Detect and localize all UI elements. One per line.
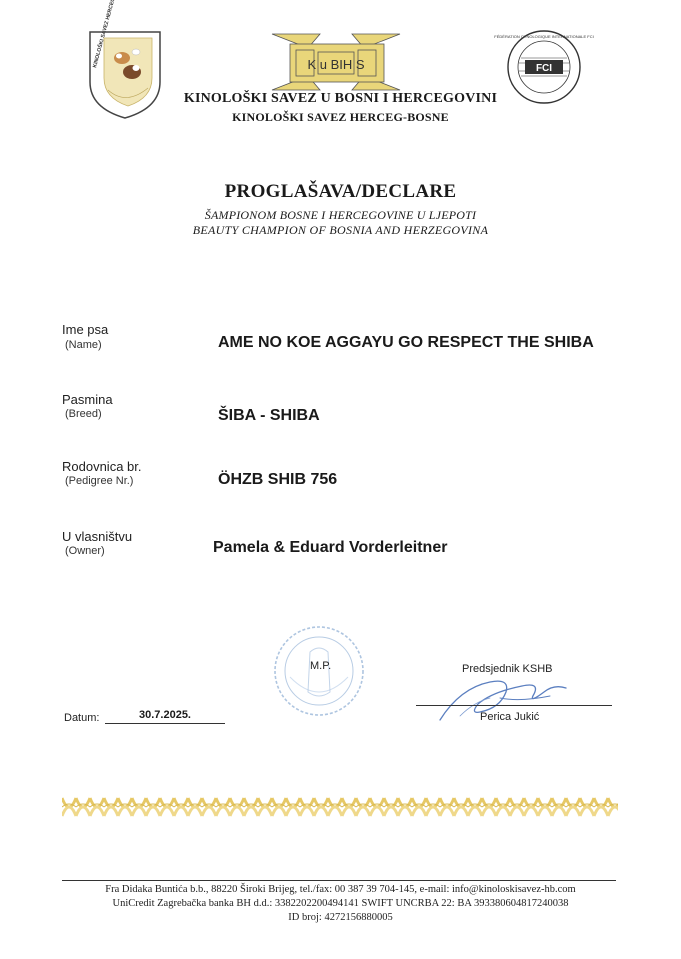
date-label: Datum: (64, 712, 100, 724)
owner-label: U vlasništvu (62, 529, 133, 544)
certificate-subtitle-english: BEAUTY CHAMPION OF BOSNIA AND HERZEGOVINA (192, 223, 489, 237)
footer-id: ID broj: 4272156880005 (288, 912, 393, 923)
footer-divider (62, 880, 616, 881)
name-label-english: (Name) (65, 339, 102, 351)
pedigree-label: Rodovnica br. (62, 459, 142, 474)
president-title: Predsjednik KSHB (462, 663, 553, 675)
pedigree-label-english: (Pedigree Nr.) (65, 475, 134, 487)
breed-label-english: (Breed) (65, 408, 102, 420)
decorative-rope-border (62, 790, 618, 824)
footer-bank: UniCredit Zagrebačka banka BH d.d.: 3382202200494141 SWIFT UNCRBA 22: BA 393380604817240038 (112, 898, 569, 909)
name-label: Ime psa (62, 322, 109, 337)
certificate-title: PROGLAŠAVA/DECLARE (224, 181, 457, 202)
pedigree-value: ÖHZB SHIB 756 (218, 471, 338, 488)
kubih-logo (268, 30, 404, 94)
certificate-subtitle-local: ŠAMPIONOM BOSNE I HERCEGOVINE U LJEPOTI (204, 208, 477, 222)
svg-text:FCI: FCI (535, 63, 553, 74)
logo-right-text: FÉDÉRATION CYNOLOGIQUE INTERNATIONALE FCI (494, 34, 594, 39)
logo-center-text: K u BIH S (307, 57, 365, 72)
signature-line (416, 705, 612, 706)
owner-value: Pamela & Eduard Vorderleitner (213, 539, 448, 556)
breed-label: Pasmina (62, 392, 113, 407)
footer-address: Fra Didaka Buntića b.b., 88220 Široki Brijeg, tel./fax: 00 387 39 704-145, e-mail: info@kinoloskisavez-hb.com (105, 884, 576, 895)
owner-label-english: (Owner) (65, 545, 105, 557)
stamp-label: M.P. (310, 660, 332, 672)
organization-name: KINOLOŠKI SAVEZ U BOSNI I HERCEGOVINI (183, 91, 498, 106)
organization-subname: KINOLOŠKI SAVEZ HERCEG-BOSNE (232, 110, 449, 124)
dog-name-value: AME NO KOE AGGAYU GO RESPECT THE SHIBA (218, 334, 594, 351)
breed-value: ŠIBA - SHIBA (218, 407, 320, 424)
president-name: Perica Jukić (480, 711, 540, 723)
date-value: 30.7.2025. (105, 709, 225, 724)
